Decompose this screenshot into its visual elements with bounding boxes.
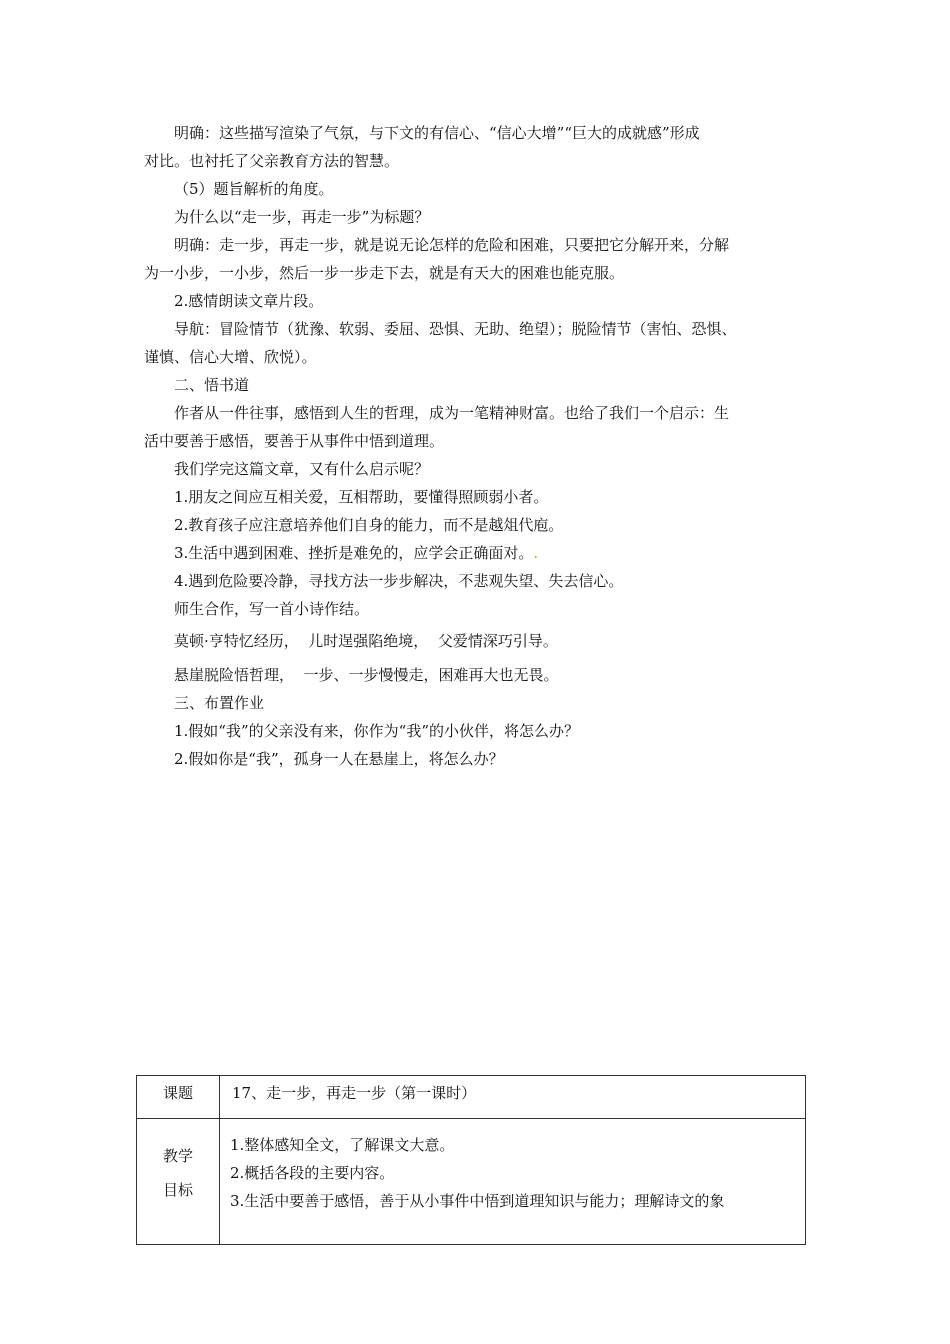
section-heading: 三、布置作业 bbox=[174, 694, 265, 712]
goal-item: 3.生活中要善于感悟，善于从小事件中悟到道理知识与能力；理解诗文的象 bbox=[230, 1192, 725, 1210]
poem-line: 悬崖脱险悟哲理， 一步、一步慢慢走，困难再大也无畏。 bbox=[174, 666, 559, 684]
paragraph-line: 2.感情朗读文章片段。 bbox=[174, 292, 324, 310]
table-label-cell: 课题 bbox=[137, 1076, 220, 1119]
paragraph-line: 明确：走一步，再走一步，就是说无论怎样的危险和困难，只要把它分解开来，分解 bbox=[174, 236, 730, 254]
lesson-table bbox=[136, 1075, 806, 1245]
table-row bbox=[137, 1119, 806, 1245]
list-item: 4.遇到危险要冷静，寻找方法一步步解决，不悲观失望、失去信心。 bbox=[174, 572, 624, 590]
paragraph-line: 对比。也衬托了父亲教育方法的智慧。 bbox=[144, 152, 400, 170]
table-label-cell bbox=[137, 1119, 220, 1245]
table-value-cell bbox=[220, 1119, 806, 1245]
paragraph-line: （5）题旨解析的角度。 bbox=[174, 180, 334, 198]
paragraph-line: 为什么以“走一步，再走一步”为标题？ bbox=[174, 208, 430, 226]
list-item: 1.假如“我”的父亲没有来，你作为“我”的小伙伴，将怎么办？ bbox=[174, 722, 579, 740]
label-line: 目标 bbox=[162, 1181, 193, 1199]
paragraph-line: 为一小步，一小步，然后一步一步走下去，就是有天大的困难也能克服。 bbox=[144, 264, 625, 282]
poem-line: 莫顿·亨特忆经历， 儿时逞强陷绝境， 父爱情深巧引导。 bbox=[174, 632, 558, 650]
table-row bbox=[137, 1076, 806, 1119]
paragraph-line: 明确：这些描写渲染了气氛，与下文的有信心、“信心大增”“巨大的成就感”形成 bbox=[174, 124, 700, 142]
list-item: 1.朋友之间应互相关爱，互相帮助，要懂得照顾弱小者。 bbox=[174, 488, 549, 506]
goal-item: 1.整体感知全文，了解课文大意。 bbox=[230, 1136, 455, 1154]
list-item-text: 3.生活中遇到困难、挫折是难免的，应学会正确面对。 bbox=[174, 544, 534, 562]
table-value-cell: 17、走一步，再走一步（第一课时） bbox=[220, 1076, 806, 1119]
paragraph-line: 导航：冒险情节（犹豫、软弱、委屈、恐惧、无助、绝望）；脱险情节（害怕、恐惧、 bbox=[174, 320, 737, 338]
list-item bbox=[174, 543, 538, 563]
paragraph-line: 我们学完这篇文章，又有什么启示呢？ bbox=[174, 460, 430, 478]
stray-dot: . bbox=[533, 544, 539, 562]
paragraph-line: 师生合作，写一首小诗作结。 bbox=[174, 600, 370, 618]
section-heading: 二、悟书道 bbox=[174, 376, 250, 394]
list-item: 2.教育孩子应注意培养他们自身的能力，而不是越俎代庖。 bbox=[174, 516, 564, 534]
paragraph-line: 作者从一件往事，感悟到人生的哲理，成为一笔精神财富。也给了我们一个启示：生 bbox=[174, 404, 730, 422]
label-line: 教学 bbox=[162, 1147, 193, 1165]
list-item: 2.假如你是“我”，孤身一人在悬崖上，将怎么办？ bbox=[174, 750, 504, 768]
paragraph-line: 活中要善于感悟，要善于从事件中悟到道理。 bbox=[144, 432, 445, 450]
paragraph-line: 谨慎、信心大增、欣悦）。 bbox=[144, 348, 317, 366]
goal-item: 2.概括各段的主要内容。 bbox=[230, 1164, 395, 1182]
